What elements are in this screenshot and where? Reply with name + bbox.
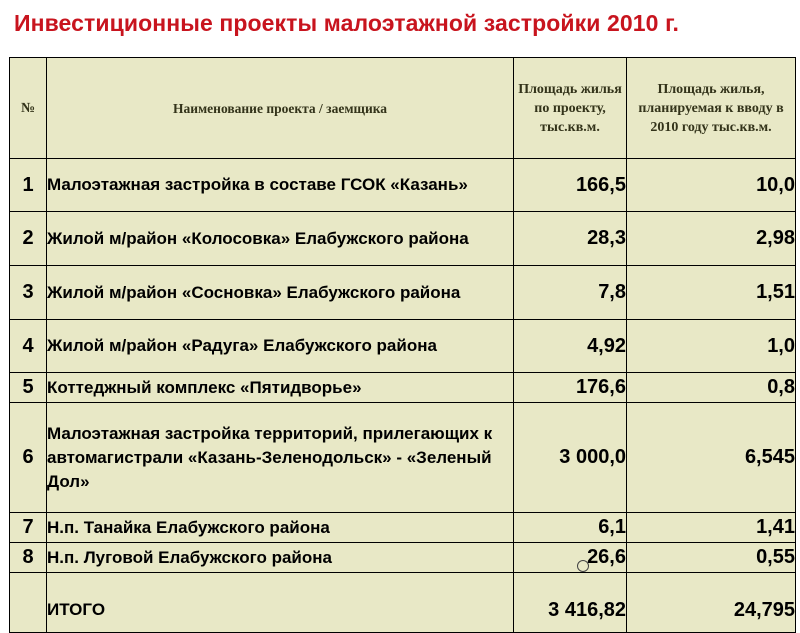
total-row bbox=[10, 573, 796, 633]
row-project-name: Малоэтажная застройка территорий, прилегающих к автомагистрали «Казань-Зеленодольск» - «Зеленый Дол» bbox=[47, 403, 514, 513]
total-area-project: 3 416,82 bbox=[514, 573, 627, 633]
row-project-name: Коттеджный комплекс «Пятидворье» bbox=[47, 373, 514, 403]
table-row bbox=[10, 543, 796, 573]
row-area-planned: 0,55 bbox=[627, 543, 796, 573]
table-row bbox=[10, 513, 796, 543]
row-number: 3 bbox=[10, 266, 47, 320]
page-title: Инвестиционные проекты малоэтажной застройки 2010 г. bbox=[14, 10, 679, 36]
row-area-planned: 2,98 bbox=[627, 212, 796, 266]
table-row bbox=[10, 403, 796, 513]
row-project-name: Н.п. Луговой Елабужского района bbox=[47, 543, 514, 573]
row-number: 7 bbox=[10, 513, 47, 543]
total-area-planned: 24,795 bbox=[627, 573, 796, 633]
row-number: 6 bbox=[10, 403, 47, 513]
row-area-planned: 0,8 bbox=[627, 373, 796, 403]
row-area-planned: 10,0 bbox=[627, 159, 796, 212]
row-project-name: Малоэтажная застройка в составе ГСОК «Казань» bbox=[47, 159, 514, 212]
row-area-project: 176,6 bbox=[514, 373, 627, 403]
row-project-name: Жилой м/район «Радуга» Елабужского района bbox=[47, 320, 514, 373]
table-row bbox=[10, 212, 796, 266]
row-project-name: Жилой м/район «Сосновка» Елабужского района bbox=[47, 266, 514, 320]
row-area-project: 4,92 bbox=[514, 320, 627, 373]
row-area-planned: 1,51 bbox=[627, 266, 796, 320]
table-row bbox=[10, 266, 796, 320]
table-row bbox=[10, 159, 796, 212]
row-area-planned: 1,0 bbox=[627, 320, 796, 373]
row-area-planned: 6,545 bbox=[627, 403, 796, 513]
row-project-name: Н.п. Танайка Елабужского района bbox=[47, 513, 514, 543]
row-area-project: 166,5 bbox=[514, 159, 627, 212]
total-number bbox=[10, 573, 47, 633]
row-area-planned: 1,41 bbox=[627, 513, 796, 543]
header-name: Наименование проекта / заемщика bbox=[47, 58, 514, 159]
table-row bbox=[10, 320, 796, 373]
row-number: 1 bbox=[10, 159, 47, 212]
header-area-project: Площадь жилья по проекту, тыс.кв.м. bbox=[514, 58, 627, 159]
table-row bbox=[10, 373, 796, 403]
row-area-project: 28,3 bbox=[514, 212, 627, 266]
mouse-cursor bbox=[577, 560, 589, 572]
row-project-name: Жилой м/район «Колосовка» Елабужского района bbox=[47, 212, 514, 266]
header-row bbox=[10, 58, 796, 159]
header-number: № bbox=[10, 58, 47, 159]
header-area-planned: Площадь жилья, планируемая к вводу в 2010 году тыс.кв.м. bbox=[627, 58, 796, 159]
row-number: 4 bbox=[10, 320, 47, 373]
row-number: 8 bbox=[10, 543, 47, 573]
row-area-project: 7,8 bbox=[514, 266, 627, 320]
row-number: 2 bbox=[10, 212, 47, 266]
row-area-project: 3 000,0 bbox=[514, 403, 627, 513]
projects-table bbox=[9, 57, 796, 633]
total-label: ИТОГО bbox=[47, 573, 514, 633]
row-area-project: 6,1 bbox=[514, 513, 627, 543]
row-number: 5 bbox=[10, 373, 47, 403]
row-area-project: 26,6 bbox=[514, 543, 627, 573]
